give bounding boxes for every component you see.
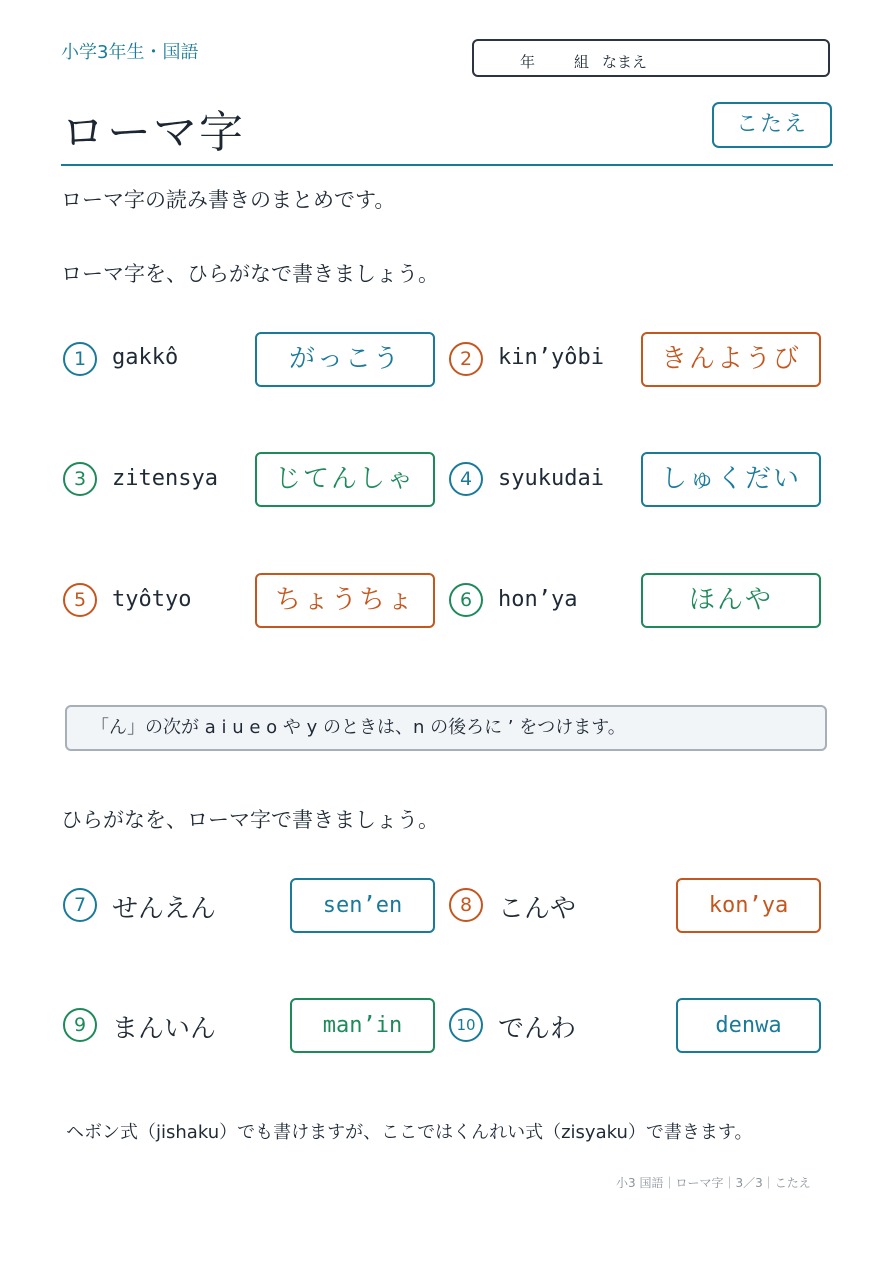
intro-text: ローマ字の読み書きのまとめです。 [61,188,396,212]
question-number: 6 [449,583,483,617]
page-footer: 小3 国語｜ローマ字｜3／3｜こたえ [616,1176,811,1190]
question-number: 1 [63,342,97,376]
question-word: こんや [498,894,577,924]
question-number: 9 [63,1008,97,1042]
answer-box: じてんしゃ [255,452,435,507]
rule-note: 「ん」の次が a i u e o や y のときは、n の後ろに ’ をつけます。 [65,705,827,751]
question-word: gakkô [112,345,179,370]
answer-box: がっこう [255,332,435,387]
question-number: 2 [449,342,483,376]
question-word: hon’ya [498,587,578,612]
answer-badge: こたえ [712,102,832,148]
question-number: 3 [63,462,97,496]
question-word: zitensya [112,466,218,491]
answer-box: ほんや [641,573,821,628]
class-label: 組 [574,53,590,71]
answer-box: kon’ya [676,878,821,933]
answer-box: きんようび [641,332,821,387]
answer-box: man’in [290,998,435,1053]
answer-box: sen’en [290,878,435,933]
answer-box: denwa [676,998,821,1053]
section1-instruction: ローマ字を、ひらがなで書きましょう。 [61,262,439,286]
header-divider [61,164,833,166]
question-number: 5 [63,583,97,617]
question-word: でんわ [498,1014,577,1044]
question-word: tyôtyo [112,587,192,612]
question-word: まんいん [112,1014,217,1044]
question-word: syukudai [498,466,604,491]
answer-box: しゅくだい [641,452,821,507]
section2-instruction: ひらがなを、ローマ字で書きましょう。 [61,808,439,832]
footer-note: ヘボン式（jishaku）でも書けますが、ここではくんれい式（zisyaku）で書きます。 [66,1122,753,1143]
grade-subject: 小学3年生・国語 [61,42,199,63]
question-number: 4 [449,462,483,496]
question-number: 8 [449,888,483,922]
answer-box: ちょうちょ [255,573,435,628]
page-title: ローマ字 [61,107,245,158]
question-word: kin’yôbi [498,345,604,370]
year-label: 年 [520,53,536,71]
question-number: 7 [63,888,97,922]
name-field[interactable] [472,39,830,77]
question-number: 10 [449,1008,483,1042]
question-word: せんえん [112,894,217,924]
name-label: なまえ [602,53,648,71]
